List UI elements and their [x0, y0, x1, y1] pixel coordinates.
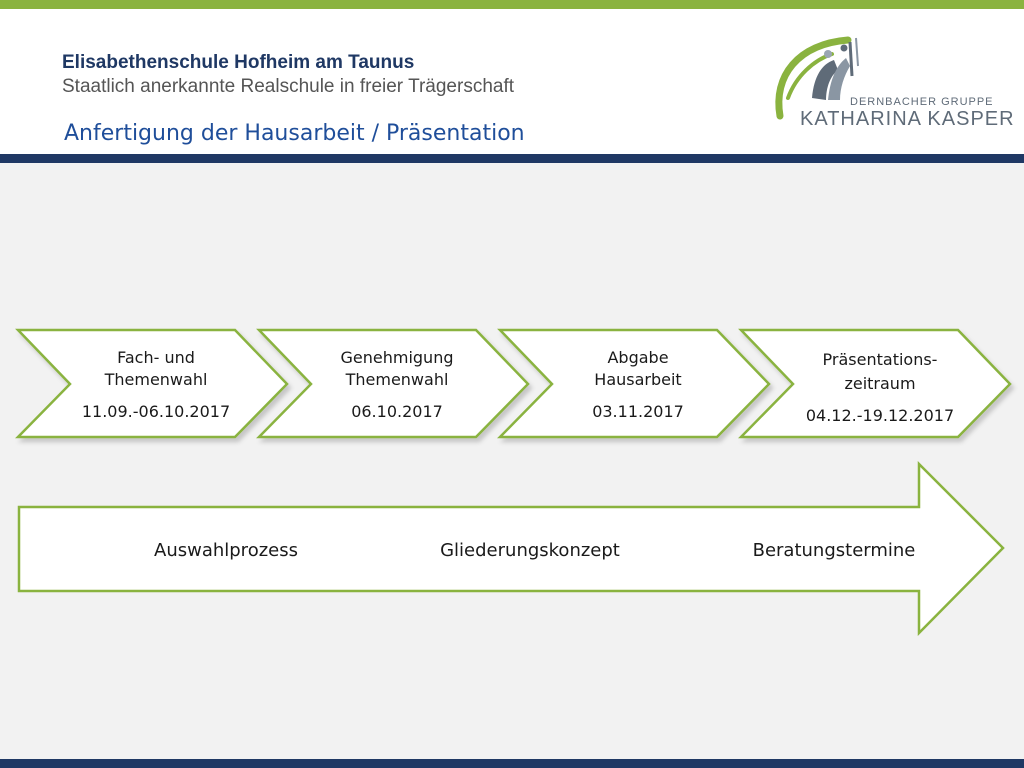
step-date: 06.10.2017 [351, 402, 443, 421]
step-date: 04.12.-19.12.2017 [805, 406, 955, 425]
logo-name-text: KATHARINA KASPER [800, 108, 1015, 130]
step-date: 03.11.2017 [592, 402, 684, 421]
step-chevron-3 [500, 330, 769, 437]
process-label-auswahlprozess: Auswahlprozess [154, 540, 298, 561]
step-title-line: Hausarbeit [594, 370, 682, 389]
school-subtitle: Staatlich anerkannte Realschule in freier Trägerschaft [62, 76, 515, 97]
step-title-line: Genehmigung [340, 348, 454, 367]
step-title-line: zeitraum [844, 374, 916, 393]
step-title-line: Themenwahl [345, 370, 449, 389]
process-label-beratungstermine: Beratungstermine [752, 540, 916, 561]
logo-group-text: DERNBACHER GRUPPE [850, 96, 994, 108]
process-label-gliederungskonzept: Gliederungskonzept [440, 540, 620, 561]
step-title-line: Fach- und [117, 348, 195, 367]
step-title-line: Präsentations- [822, 350, 938, 369]
step-chevron-2 [259, 330, 528, 437]
step-date: 11.09.-06.10.2017 [81, 402, 231, 421]
step-title-line: Themenwahl [104, 370, 208, 389]
school-name: Elisabethenschule Hofheim am Taunus [62, 52, 415, 73]
bottom-bar [0, 759, 1024, 768]
step-title-line: Abgabe [607, 348, 669, 367]
step-chevron-4 [741, 330, 1010, 437]
slide-title: Anfertigung der Hausarbeit / Präsentation [64, 121, 525, 146]
process-arrow [19, 464, 1003, 633]
step-chevron-1 [18, 330, 287, 437]
